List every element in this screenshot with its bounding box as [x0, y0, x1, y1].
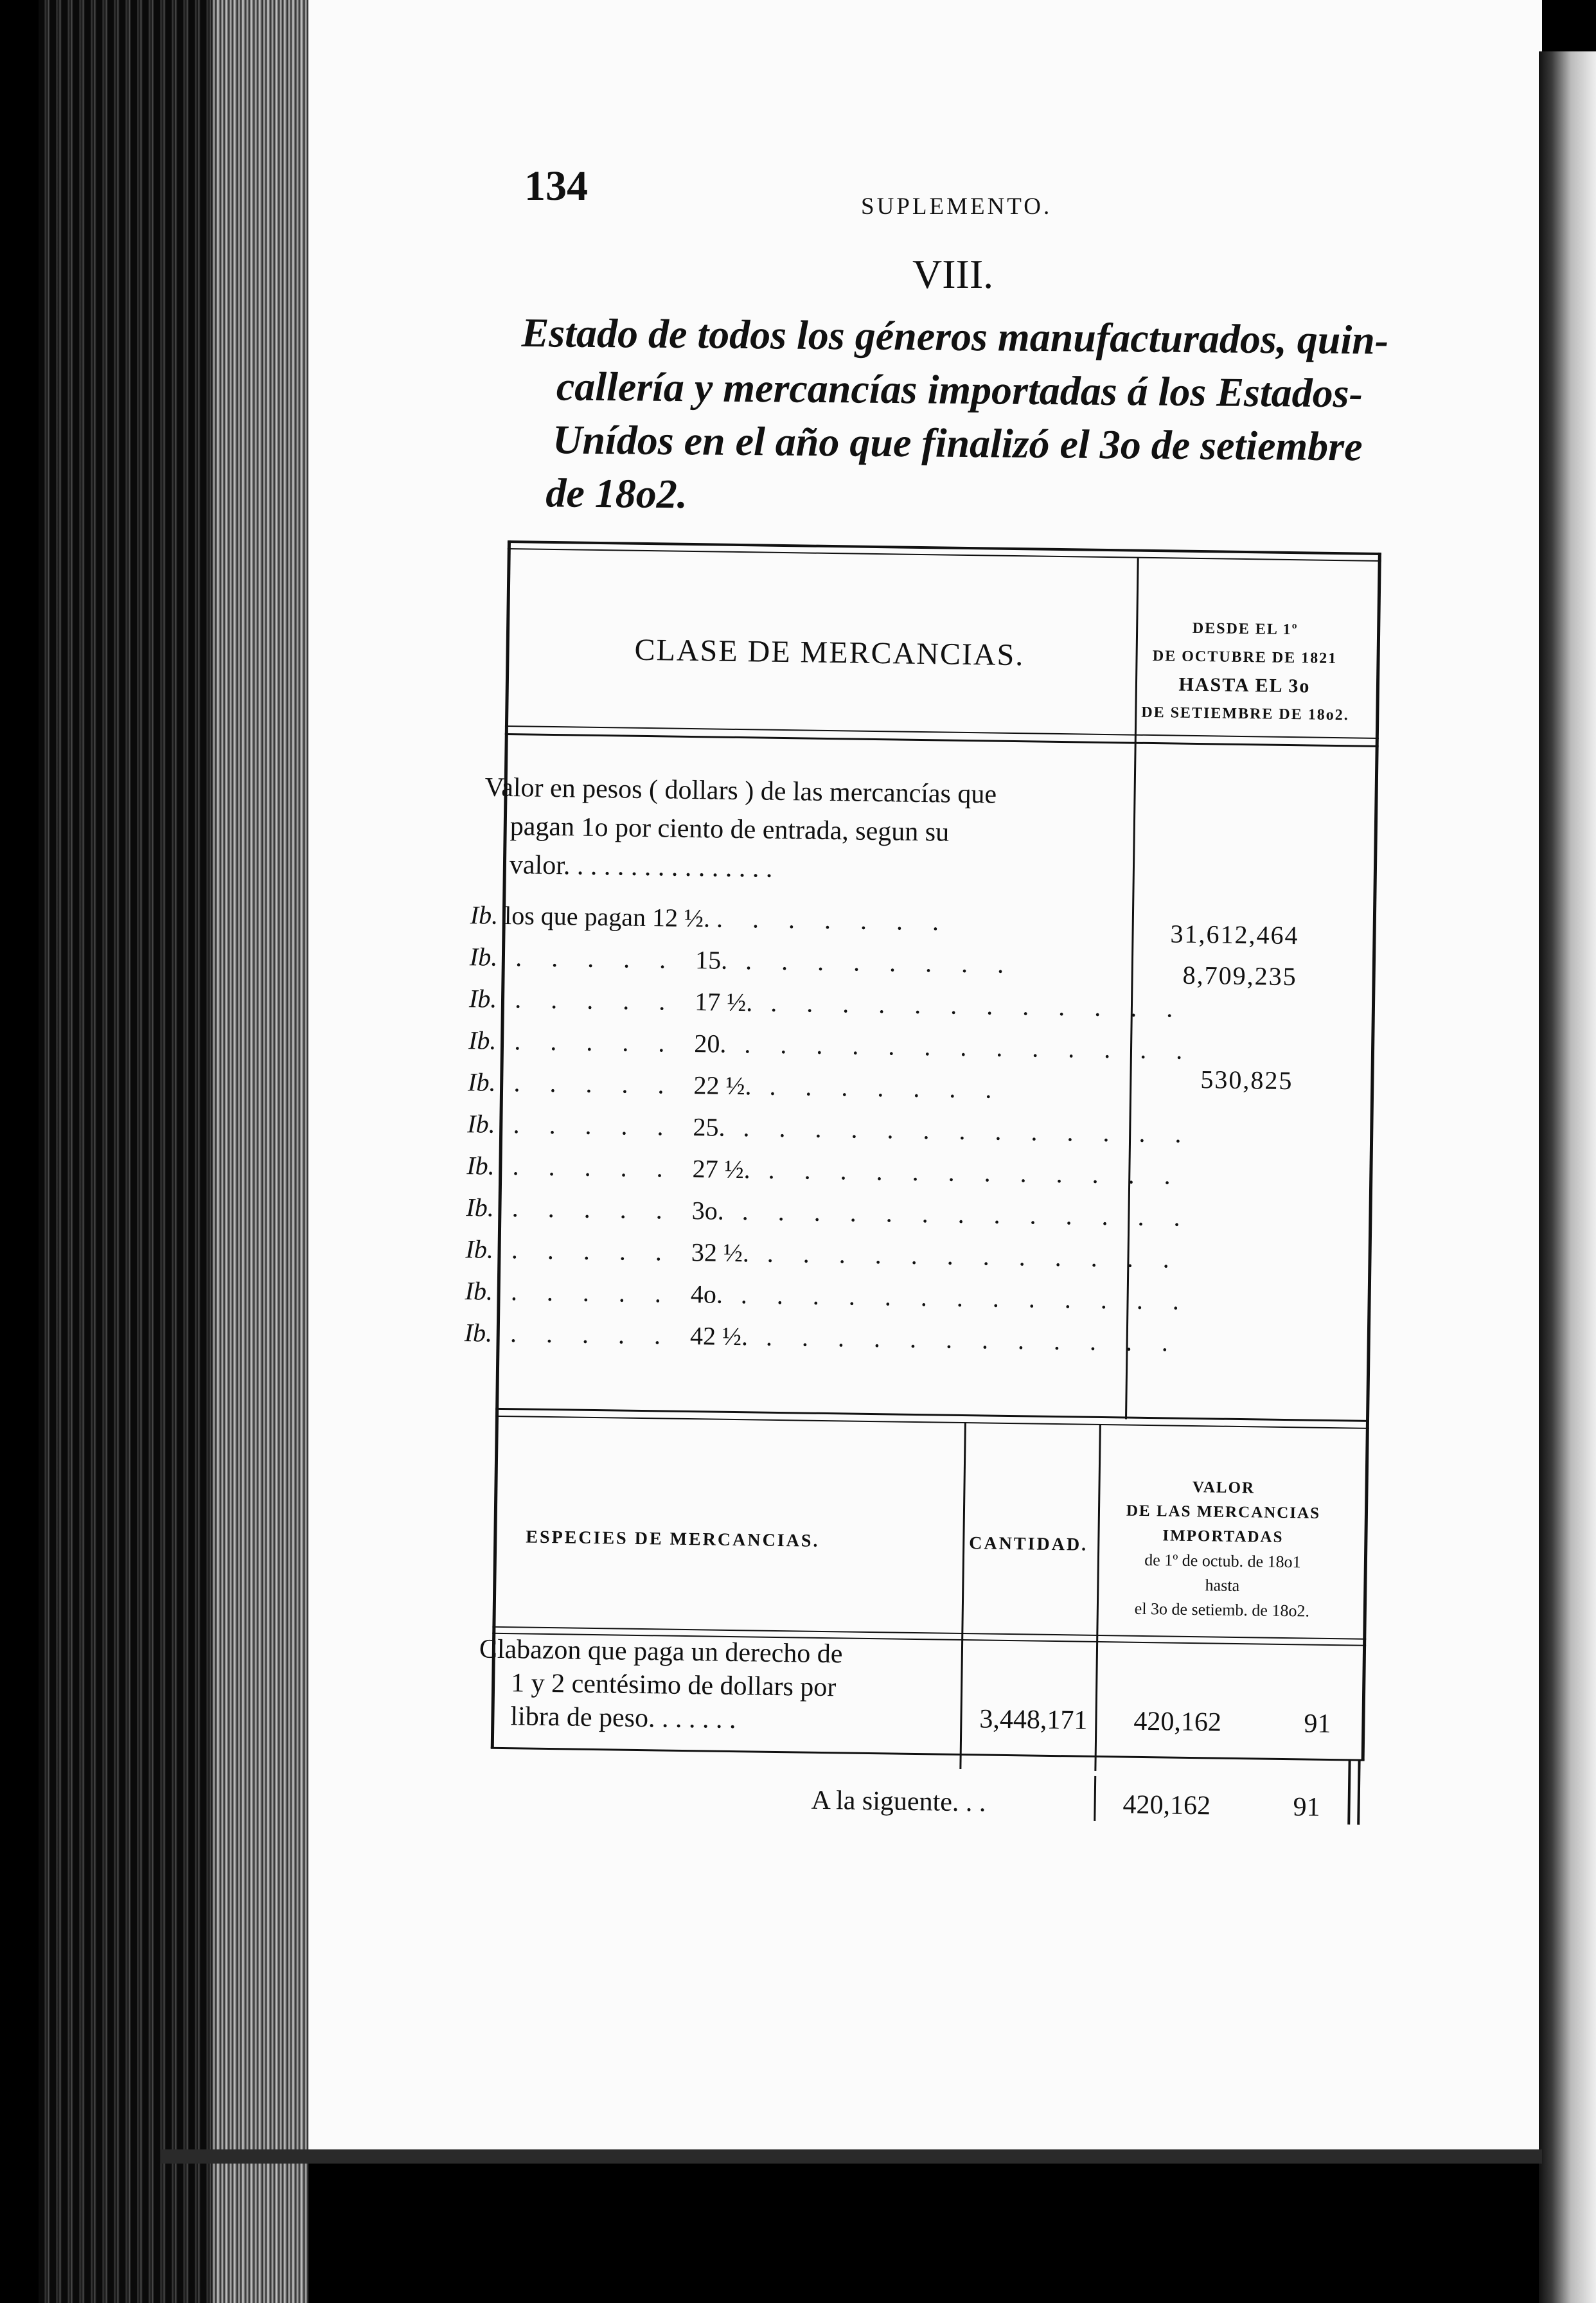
carry-cents: 91	[1293, 1792, 1320, 1822]
clabazon-cents: 91	[1304, 1709, 1331, 1739]
ib-label: Ib.	[467, 1067, 496, 1097]
rate-text: 25.	[693, 1112, 725, 1142]
ib-label: Ib.	[465, 1234, 494, 1264]
table-row: Ib. los que pagan 12 ½. . . . . . . .	[470, 900, 951, 936]
clabazon-line: libra de peso. . . . . . .	[510, 1702, 736, 1735]
ib-label: Ib.	[470, 900, 499, 930]
rate-text: 22 ½.	[693, 1071, 752, 1101]
title-line: de 18o2.	[545, 470, 688, 517]
section-number: VIII.	[912, 251, 994, 297]
ib-label: Ib.	[466, 1193, 495, 1222]
valor-header-line: de 1º de octub. de 18o1	[1144, 1550, 1301, 1572]
rate-text: 15.	[695, 945, 728, 975]
table-row: Ib. . . . . . 27 ½. . . . . . . . . . . . .	[466, 1151, 1182, 1190]
table-row: Ib. . . . . . 42 ½. . . . . . . . . . . . .	[464, 1318, 1180, 1357]
especies-header: ESPECIES DE MERCANCIAS.	[526, 1527, 820, 1551]
title-line: Unídos en el año que finalizó el 3o de setiembre	[552, 416, 1363, 470]
intro-line: Valor en pesos ( dollars ) de las mercancías que	[484, 772, 997, 810]
merchandise-table	[444, 540, 1388, 1876]
bottom-page-edge	[161, 2149, 1542, 2164]
rate-text: 32 ½.	[691, 1238, 750, 1268]
table-row: Ib. . . . . . 3o. . . . . . . . . . . . . .	[466, 1193, 1193, 1232]
valor-header	[1097, 1474, 1349, 1624]
ib-label: Ib.	[468, 984, 497, 1013]
row-value: 530,825	[1200, 1065, 1293, 1096]
carry-value: 420,162	[1122, 1790, 1211, 1821]
rate-text: 3o.	[691, 1196, 725, 1225]
clabazon-line: Clabazon que paga un derecho de	[479, 1634, 843, 1669]
clabazon-value: 420,162	[1133, 1706, 1222, 1738]
intro-text	[484, 769, 997, 891]
rate-text: 42 ½.	[689, 1321, 749, 1351]
period-header-line: DE OCTUBRE DE 1821	[1152, 648, 1338, 668]
page-number: 134	[524, 163, 588, 209]
rate-text: los que pagan 12 ½.	[504, 900, 711, 933]
page-title	[520, 306, 1415, 527]
table-row: Ib. . . . . . 15. . . . . . . . .	[469, 942, 1016, 979]
table-row: Ib. . . . . . 17 ½. . . . . . . . . . . . .	[468, 984, 1185, 1023]
table-row: Ib. . . . . . 4o. . . . . . . . . . . . . .	[465, 1276, 1191, 1315]
valor-header-line: DE LAS MERCANCIAS	[1126, 1502, 1321, 1522]
right-page-edge	[1539, 51, 1596, 2303]
page-edges	[212, 0, 308, 2303]
period-header-line: DE SETIEMBRE DE 18o2.	[1141, 704, 1349, 724]
ib-label: Ib.	[465, 1276, 493, 1306]
period-header-line: DESDE EL 1º	[1192, 619, 1299, 639]
valor-header-line: VALOR	[1192, 1479, 1255, 1497]
table-row: Ib. . . . . . 32 ½. . . . . . . . . . . . .	[465, 1234, 1182, 1274]
row-value: 31,612,464	[1170, 919, 1299, 950]
intro-line: valor. . . . . . . . . . . . . . . .	[509, 850, 773, 884]
valor-header-line: hasta	[1205, 1576, 1240, 1596]
ib-label: Ib.	[469, 942, 498, 972]
table-row: Ib. . . . . . 25. . . . . . . . . . . . . .	[466, 1109, 1193, 1148]
period-header	[1141, 614, 1348, 729]
clabazon-item	[478, 1633, 843, 1738]
clabazon-quantity: 3,448,171	[979, 1704, 1088, 1736]
clabazon-line: 1 y 2 centésimo de dollars por	[510, 1668, 837, 1703]
row-value: 8,709,235	[1182, 960, 1297, 991]
table-row: Ib. . . . . . 20. . . . . . . . . . . . . .	[468, 1026, 1194, 1065]
ib-label: Ib.	[464, 1318, 493, 1347]
ib-label: Ib.	[466, 1151, 495, 1180]
intro-line: pagan 1o por ciento de entrada, segun su	[510, 812, 950, 848]
valor-header-line: el 3o de setiemb. de 18o2.	[1134, 1599, 1310, 1621]
rate-text: 20.	[694, 1029, 727, 1058]
rate-text: 27 ½.	[692, 1154, 751, 1184]
title-line: callería y mercancías importadas á los Estados-	[556, 363, 1363, 416]
table-row: Ib. . . . . . 22 ½. . . . . . . .	[467, 1067, 1004, 1104]
running-head: SUPLEMENTO.	[861, 193, 1052, 220]
clase-header: CLASE DE MERCANCIAS.	[634, 632, 1025, 673]
rate-text: 4o.	[690, 1279, 723, 1309]
ib-label: Ib.	[468, 1026, 497, 1055]
title-line: Estado de todos los géneros manufacturados, quin-	[521, 309, 1389, 363]
cantidad-header: CANTIDAD.	[969, 1533, 1088, 1555]
ib-label: Ib.	[466, 1109, 495, 1139]
period-header-line: HASTA EL 3o	[1178, 673, 1311, 697]
carry-label: A la siguente. . .	[811, 1785, 986, 1818]
valor-header-line: IMPORTADAS	[1162, 1527, 1284, 1546]
rate-text: 17 ½.	[695, 987, 753, 1017]
